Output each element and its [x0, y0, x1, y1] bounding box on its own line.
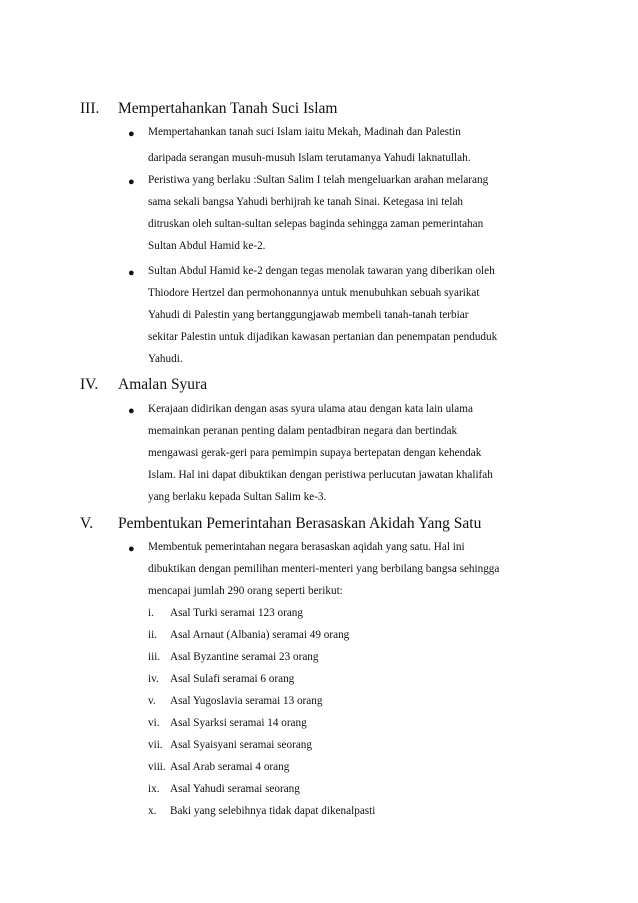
list-text: Asal Turki seramai 123 orang: [170, 607, 303, 619]
section-heading: [80, 515, 481, 533]
list-number: vii.: [148, 739, 163, 751]
list-number: v.: [148, 695, 156, 707]
bullet-icon: ●: [128, 176, 135, 188]
list-number: x.: [148, 805, 157, 817]
bullet-icon: ●: [128, 267, 135, 279]
section-numeral: III.: [80, 100, 100, 117]
list-text: Asal Arnaut (Albania) seramai 49 orang: [170, 629, 350, 641]
list-number: i.: [148, 607, 154, 619]
list-item: [148, 607, 303, 619]
section-heading: [80, 376, 207, 394]
bullet-icon: ●: [128, 405, 135, 417]
section-title: Mempertahankan Tanah Suci Islam: [118, 100, 338, 117]
list-item: [148, 805, 375, 817]
text-line: dibuktikan dengan pemilihan menteri-menteri yang berbilang bangsa sehingga: [148, 563, 500, 575]
text-line: Yahudi.: [148, 353, 183, 365]
text-line: Peristiwa yang berlaku :Sultan Salim I telah mengeluarkan arahan melarang: [148, 174, 489, 186]
list-item: [148, 695, 322, 707]
list-item: [148, 629, 349, 641]
list-text: Asal Syaisyani seramai seorang: [170, 739, 312, 751]
list-item: [148, 761, 289, 773]
section-numeral: IV.: [80, 376, 99, 393]
list-number: iv.: [148, 673, 159, 685]
list-text: Asal Byzantine seramai 23 orang: [170, 651, 319, 663]
text-line: ditruskan oleh sultan-sultan selepas baginda sehingga zaman pemerintahan: [148, 218, 484, 230]
section-title: Pembentukan Pemerintahan Berasaskan Akidah Yang Satu: [118, 515, 482, 532]
list-number: vi.: [148, 717, 160, 729]
text-line: Sultan Abdul Hamid ke-2 dengan tegas menolak tawaran yang diberikan oleh: [148, 265, 495, 277]
text-line: yang berlaku kepada Sultan Salim ke-3.: [148, 491, 327, 503]
text-line: daripada serangan musuh-musuh Islam terutamanya Yahudi laknatullah.: [148, 152, 471, 164]
list-text: Asal Syarksi seramai 14 orang: [170, 717, 307, 729]
list-text: Asal Sulafi seramai 6 orang: [170, 673, 295, 685]
text-line: sama sekali bangsa Yahudi berhijrah ke tanah Sinai. Ketegasa ini telah: [148, 196, 464, 208]
text-line: mengawasi gerak-geri para pemimpin supaya bertepatan dengan kehendak: [148, 447, 482, 459]
list-item: [148, 739, 312, 751]
text-line: Kerajaan didirikan dengan asas syura ulama atau dengan kata lain ulama: [148, 403, 473, 415]
list-text: Asal Arab seramai 4 orang: [170, 761, 290, 773]
list-number: ii.: [148, 629, 158, 641]
list-text: Baki yang selebihnya tidak dapat dikenalpasti: [170, 805, 376, 817]
list-text: Asal Yugoslavia seramai 13 orang: [170, 695, 323, 707]
list-number: ix.: [148, 783, 160, 795]
text-line: Membentuk pemerintahan negara berasaskan aqidah yang satu. Hal ini: [148, 541, 465, 553]
text-line: memainkan peranan penting dalam pentadbiran negara dan bertindak: [148, 425, 458, 437]
section-heading: [80, 100, 337, 118]
bullet-icon: ●: [128, 128, 135, 140]
text-line: Sultan Abdul Hamid ke-2.: [148, 240, 266, 252]
list-item: [148, 717, 307, 729]
bullet-icon: ●: [128, 543, 135, 555]
list-number: viii.: [148, 761, 166, 773]
text-line: Yahudi di Palestin yang bertanggungjawab membeli tanah-tanah terbiar: [148, 309, 469, 321]
text-line: Thiodore Hertzel dan permohonannya untuk menubuhkan sebuah syarikat: [148, 287, 480, 299]
section-title: Amalan Syura: [118, 376, 208, 393]
text-line: Islam. Hal ini dapat dibuktikan dengan peristiwa perlucutan jawatan khalifah: [148, 469, 493, 481]
list-text: Asal Yahudi seramai seorang: [170, 783, 300, 795]
text-line: sekitar Palestin untuk dijadikan kawasan pertanian dan penempatan penduduk: [148, 331, 498, 343]
section-numeral: V.: [80, 515, 94, 532]
text-line: Mempertahankan tanah suci Islam iaitu Mekah, Madinah dan Palestin: [148, 126, 461, 138]
list-item: [148, 673, 294, 685]
list-item: [148, 651, 319, 663]
text-line: mencapai jumlah 290 orang seperti berikut:: [148, 585, 343, 597]
list-item: [148, 783, 300, 795]
list-number: iii.: [148, 651, 161, 663]
